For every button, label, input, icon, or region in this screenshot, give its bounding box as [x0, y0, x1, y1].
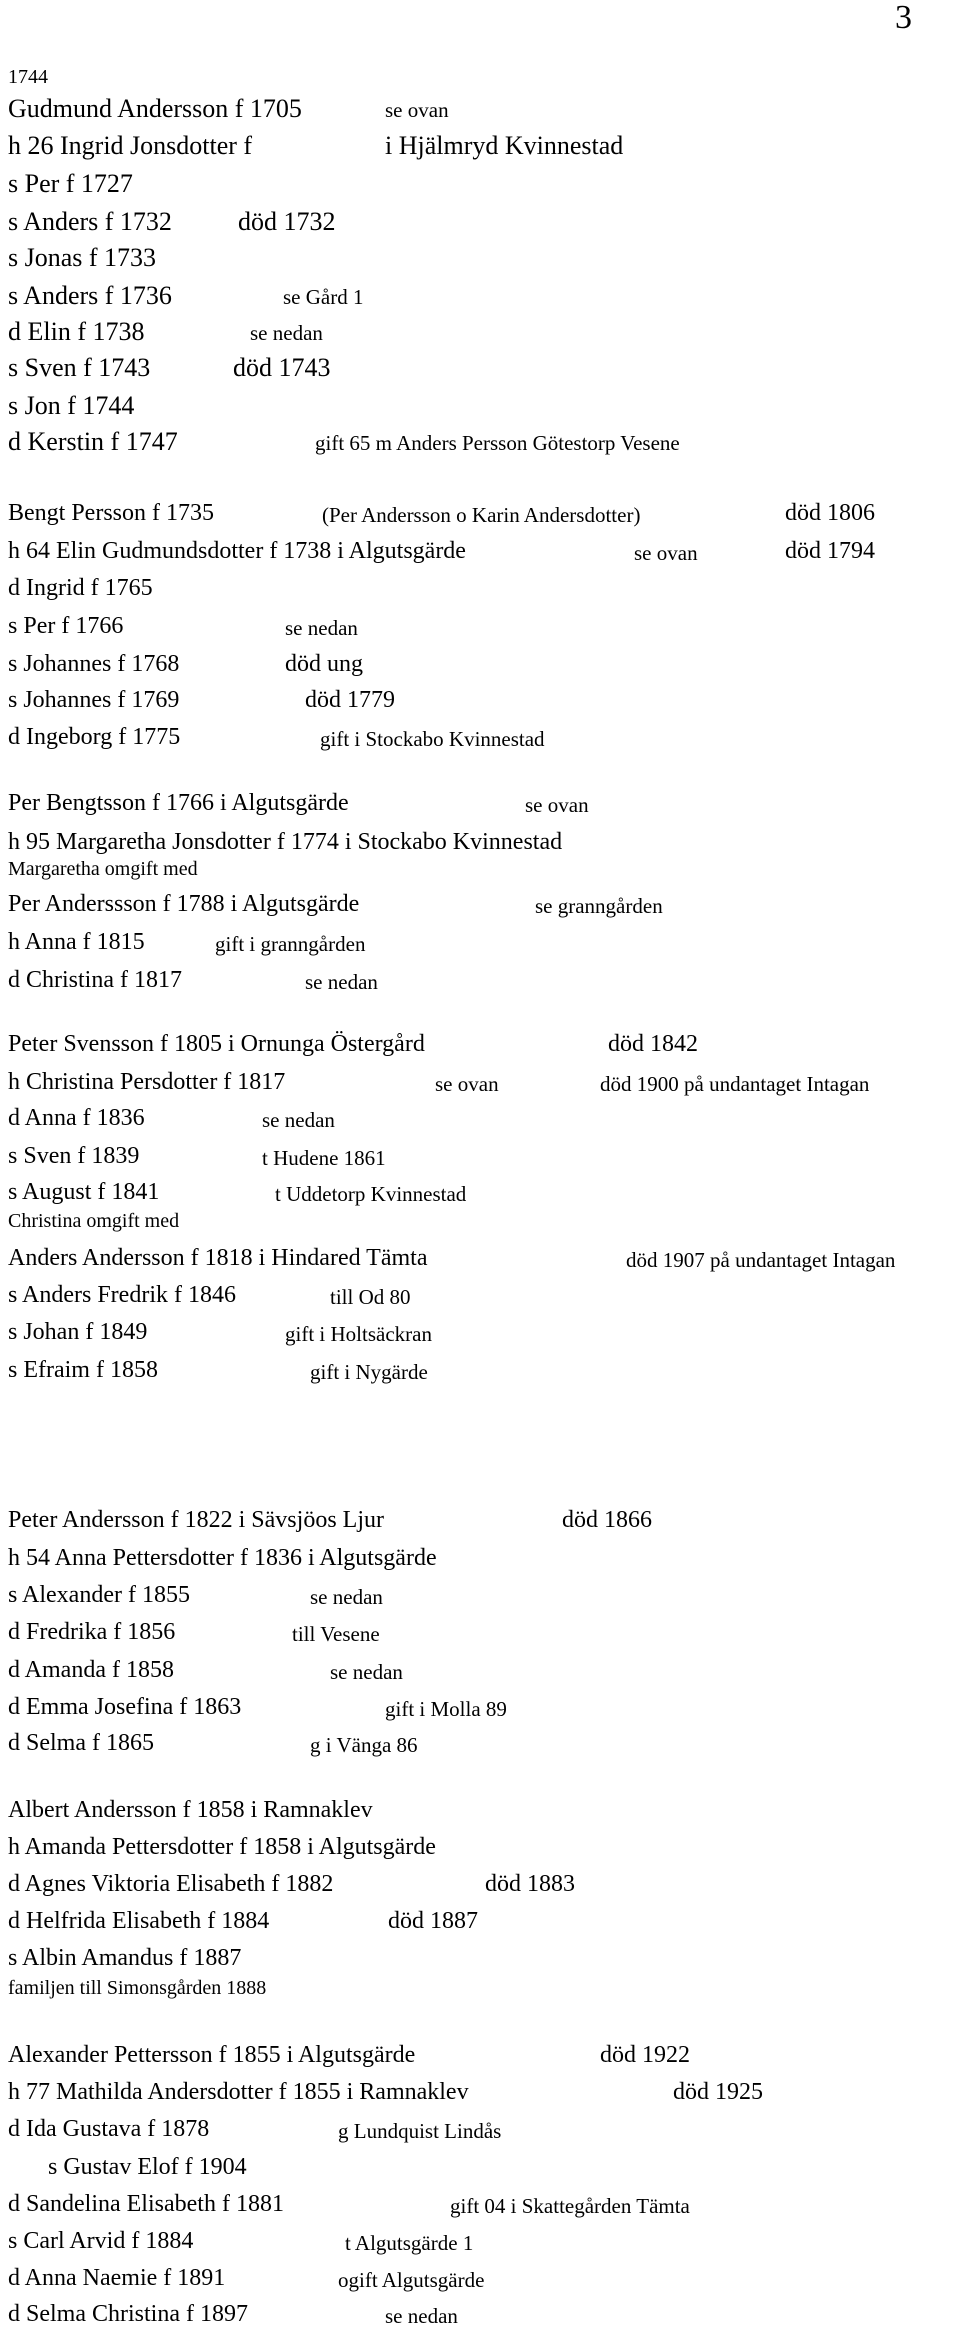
- record-annotation: se nedan: [305, 970, 378, 994]
- record-annotation: se ovan: [385, 98, 449, 122]
- record-line: [8, 859, 956, 887]
- record-annotation: gift i Holtsäckran: [285, 1322, 432, 1346]
- record-annotation: i Hjälmryd Kvinnestad: [385, 131, 624, 160]
- record-line: [8, 1946, 956, 1974]
- record-line: [8, 1909, 956, 1937]
- record-line: [8, 930, 956, 958]
- record-annotation: se nedan: [385, 2304, 458, 2328]
- record-annotation: g i Vänga 86: [310, 1733, 418, 1757]
- record-annotation: död 1779: [305, 687, 395, 713]
- record-annotation: se ovan: [435, 1072, 499, 1096]
- record-line: [8, 2117, 956, 2145]
- record-line: [48, 2155, 956, 2183]
- record-line: [8, 1358, 956, 1386]
- record-line: [8, 892, 956, 920]
- record-text: s Per f 1727: [8, 169, 133, 198]
- record-text: d Sandelina Elisabeth f 1881: [8, 2191, 284, 2217]
- record-text: d Ida Gustava f 1878: [8, 2116, 210, 2142]
- record-annotation: död 1883: [485, 1871, 575, 1897]
- record-annotation: ogift Algutsgärde: [338, 2268, 485, 2292]
- record-text: s Efraim f 1858: [8, 1357, 158, 1383]
- record-line: [8, 501, 956, 529]
- record-annotation: se ovan: [634, 541, 698, 565]
- record-line: [8, 1731, 956, 1759]
- record-annotation: t Algutsgärde 1: [345, 2231, 474, 2255]
- record-text: d Anna f 1836: [8, 1105, 145, 1131]
- record-annotation: g Lundquist Lindås: [338, 2119, 502, 2143]
- page-number: 3: [895, 0, 912, 36]
- record-text: 1744: [8, 66, 48, 88]
- record-text: Peter Svensson f 1805 i Ornunga Östergård: [8, 1031, 425, 1057]
- record-text: d Agnes Viktoria Elisabeth f 1882: [8, 1871, 334, 1897]
- record-text: s Anders f 1732: [8, 207, 172, 236]
- record-text: Alexander Pettersson f 1855 i Algutsgärde: [8, 2042, 416, 2068]
- record-annotation: död 1806: [785, 500, 875, 526]
- record-line: [8, 1620, 956, 1648]
- record-text: h 26 Ingrid Jonsdotter f: [8, 131, 253, 160]
- record-text: h Anna f 1815: [8, 929, 145, 955]
- record-line: [8, 576, 956, 604]
- record-text: s Jonas f 1733: [8, 243, 157, 272]
- record-line: [8, 1658, 956, 1686]
- record-text: Bengt Persson f 1735: [8, 500, 214, 526]
- record-text: h 77 Mathilda Andersdotter f 1855 i Ramnaklev: [8, 2079, 469, 2105]
- record-text: s Jon f 1744: [8, 391, 135, 420]
- record-annotation: död 1743: [233, 353, 331, 382]
- record-line: [8, 830, 956, 858]
- record-line: [8, 1508, 956, 1536]
- record-line: [8, 539, 956, 567]
- record-text: d Helfrida Elisabeth f 1884: [8, 1908, 270, 1934]
- record-line: [8, 1798, 956, 1826]
- record-text: Anders Andersson f 1818 i Hindared Tämta: [8, 1245, 428, 1271]
- record-annotation: (Per Andersson o Karin Andersdotter): [322, 503, 641, 527]
- record-line: [8, 725, 956, 753]
- record-line: [8, 652, 956, 680]
- record-line: [8, 1695, 956, 1723]
- record-text: h 54 Anna Pettersdotter f 1836 i Algutsgärde: [8, 1545, 437, 1571]
- record-annotation: se nedan: [285, 616, 358, 640]
- record-annotation: död 1922: [600, 2042, 690, 2068]
- record-annotation: se granngården: [535, 894, 663, 918]
- record-text: h Christina Persdotter f 1817: [8, 1069, 286, 1095]
- record-text: h 95 Margaretha Jonsdotter f 1774 i Stockabo Kvinnestad: [8, 829, 563, 855]
- record-text: s Alexander f 1855: [8, 1582, 190, 1608]
- record-text: Albert Andersson f 1858 i Ramnaklev: [8, 1797, 373, 1823]
- record-annotation: gift 04 i Skattegården Tämta: [450, 2194, 690, 2218]
- record-text: s Gustav Elof f 1904: [48, 2154, 247, 2180]
- record-line: [8, 1546, 956, 1574]
- record-text: d Emma Josefina f 1863: [8, 1694, 242, 1720]
- record-annotation: död ung: [285, 651, 363, 677]
- record-annotation: t Hudene 1861: [262, 1146, 386, 1170]
- record-text: s August f 1841: [8, 1179, 160, 1205]
- record-text: s Per f 1766: [8, 613, 124, 639]
- record-line: [8, 1583, 956, 1611]
- record-text: d Ingeborg f 1775: [8, 724, 181, 750]
- record-annotation: se ovan: [525, 793, 589, 817]
- record-text: Margaretha omgift med: [8, 858, 198, 880]
- record-annotation: gift 65 m Anders Persson Götestorp Vesene: [315, 431, 680, 455]
- record-text: s Johannes f 1768: [8, 651, 180, 677]
- record-line: [8, 67, 956, 95]
- record-text: d Selma f 1865: [8, 1730, 154, 1756]
- record-text: s Anders Fredrik f 1846: [8, 1282, 236, 1308]
- record-text: d Amanda f 1858: [8, 1657, 174, 1683]
- record-text: d Christina f 1817: [8, 967, 182, 993]
- record-annotation: död 1887: [388, 1908, 478, 1934]
- record-line: [8, 2266, 956, 2294]
- record-annotation: död 1794: [785, 538, 875, 564]
- record-text: s Sven f 1839: [8, 1143, 140, 1169]
- record-text: d Selma Christina f 1897: [8, 2301, 248, 2327]
- record-text: Peter Andersson f 1822 i Sävsjöos Ljur: [8, 1507, 384, 1533]
- record-line: [8, 1320, 956, 1348]
- record-annotation: gift i Nygärde: [310, 1360, 428, 1384]
- record-line: [8, 1835, 956, 1863]
- record-line: [8, 2229, 956, 2257]
- record-line: [8, 355, 956, 383]
- record-annotation: se nedan: [330, 1660, 403, 1684]
- record-text: d Fredrika f 1856: [8, 1619, 176, 1645]
- record-line: [8, 393, 956, 421]
- record-line: [8, 283, 956, 311]
- record-line: [8, 319, 956, 347]
- record-annotation: se nedan: [310, 1585, 383, 1609]
- record-line: [8, 1032, 956, 1060]
- record-text: Christina omgift med: [8, 1210, 180, 1232]
- record-annotation: se nedan: [250, 321, 323, 345]
- record-text: s Johan f 1849: [8, 1319, 148, 1345]
- record-line: [8, 1283, 956, 1311]
- record-line: [8, 1872, 956, 1900]
- record-annotation: gift i Stockabo Kvinnestad: [320, 727, 545, 751]
- record-annotation: död 1925: [673, 2079, 763, 2105]
- record-line: [8, 96, 956, 124]
- record-text: s Carl Arvid f 1884: [8, 2228, 194, 2254]
- record-annotation: till Od 80: [330, 1285, 411, 1309]
- record-text: d Elin f 1738: [8, 317, 145, 346]
- record-text: familjen till Simonsgården 1888: [8, 1977, 267, 1999]
- record-line: [8, 1144, 956, 1172]
- record-text: s Johannes f 1769: [8, 687, 180, 713]
- record-annotation: död 1866: [562, 1507, 652, 1533]
- record-text: h 64 Elin Gudmundsdotter f 1738 i Algutsgärde: [8, 538, 466, 564]
- record-text: h Amanda Pettersdotter f 1858 i Algutsgärde: [8, 1834, 436, 1860]
- record-line: [8, 2043, 956, 2071]
- record-line: [8, 209, 956, 237]
- record-annotation: se nedan: [262, 1108, 335, 1132]
- record-text: Per Bengtsson f 1766 i Algutsgärde: [8, 790, 349, 816]
- record-line: [8, 1978, 956, 2006]
- record-line: [8, 1246, 956, 1274]
- record-line: [8, 1070, 956, 1098]
- record-line: [8, 171, 956, 199]
- record-line: [8, 968, 956, 996]
- record-line: [8, 2302, 956, 2330]
- record-line: [8, 614, 956, 642]
- record-text: Gudmund Andersson f 1705: [8, 94, 302, 123]
- record-line: [8, 133, 956, 161]
- record-text: s Anders f 1736: [8, 281, 172, 310]
- record-annotation: död 1842: [608, 1031, 698, 1057]
- record-text: d Ingrid f 1765: [8, 575, 153, 601]
- record-line: [8, 429, 956, 457]
- record-annotation: gift i granngården: [215, 932, 366, 956]
- record-annotation: gift i Molla 89: [385, 1697, 507, 1721]
- record-annotation: död 1900 på undantaget Intagan: [600, 1072, 870, 1096]
- record-annotation: död 1907 på undantaget Intagan: [626, 1248, 896, 1272]
- record-line: [8, 688, 956, 716]
- record-line: [8, 1180, 956, 1208]
- record-line: [8, 2192, 956, 2220]
- record-line: [8, 245, 956, 273]
- record-annotation: t Uddetorp Kvinnestad: [275, 1182, 467, 1206]
- record-line: [8, 2080, 956, 2108]
- record-annotation: död 1732: [238, 207, 336, 236]
- record-annotation: till Vesene: [292, 1622, 380, 1646]
- record-text: Per Anderssson f 1788 i Algutsgärde: [8, 891, 360, 917]
- record-line: [8, 1106, 956, 1134]
- record-text: s Albin Amandus f 1887: [8, 1945, 242, 1971]
- record-text: d Kerstin f 1747: [8, 427, 178, 456]
- record-line: [8, 791, 956, 819]
- record-annotation: se Gård 1: [283, 285, 364, 309]
- record-text: d Anna Naemie f 1891: [8, 2265, 226, 2291]
- record-text: s Sven f 1743: [8, 353, 151, 382]
- record-line: [8, 1211, 956, 1239]
